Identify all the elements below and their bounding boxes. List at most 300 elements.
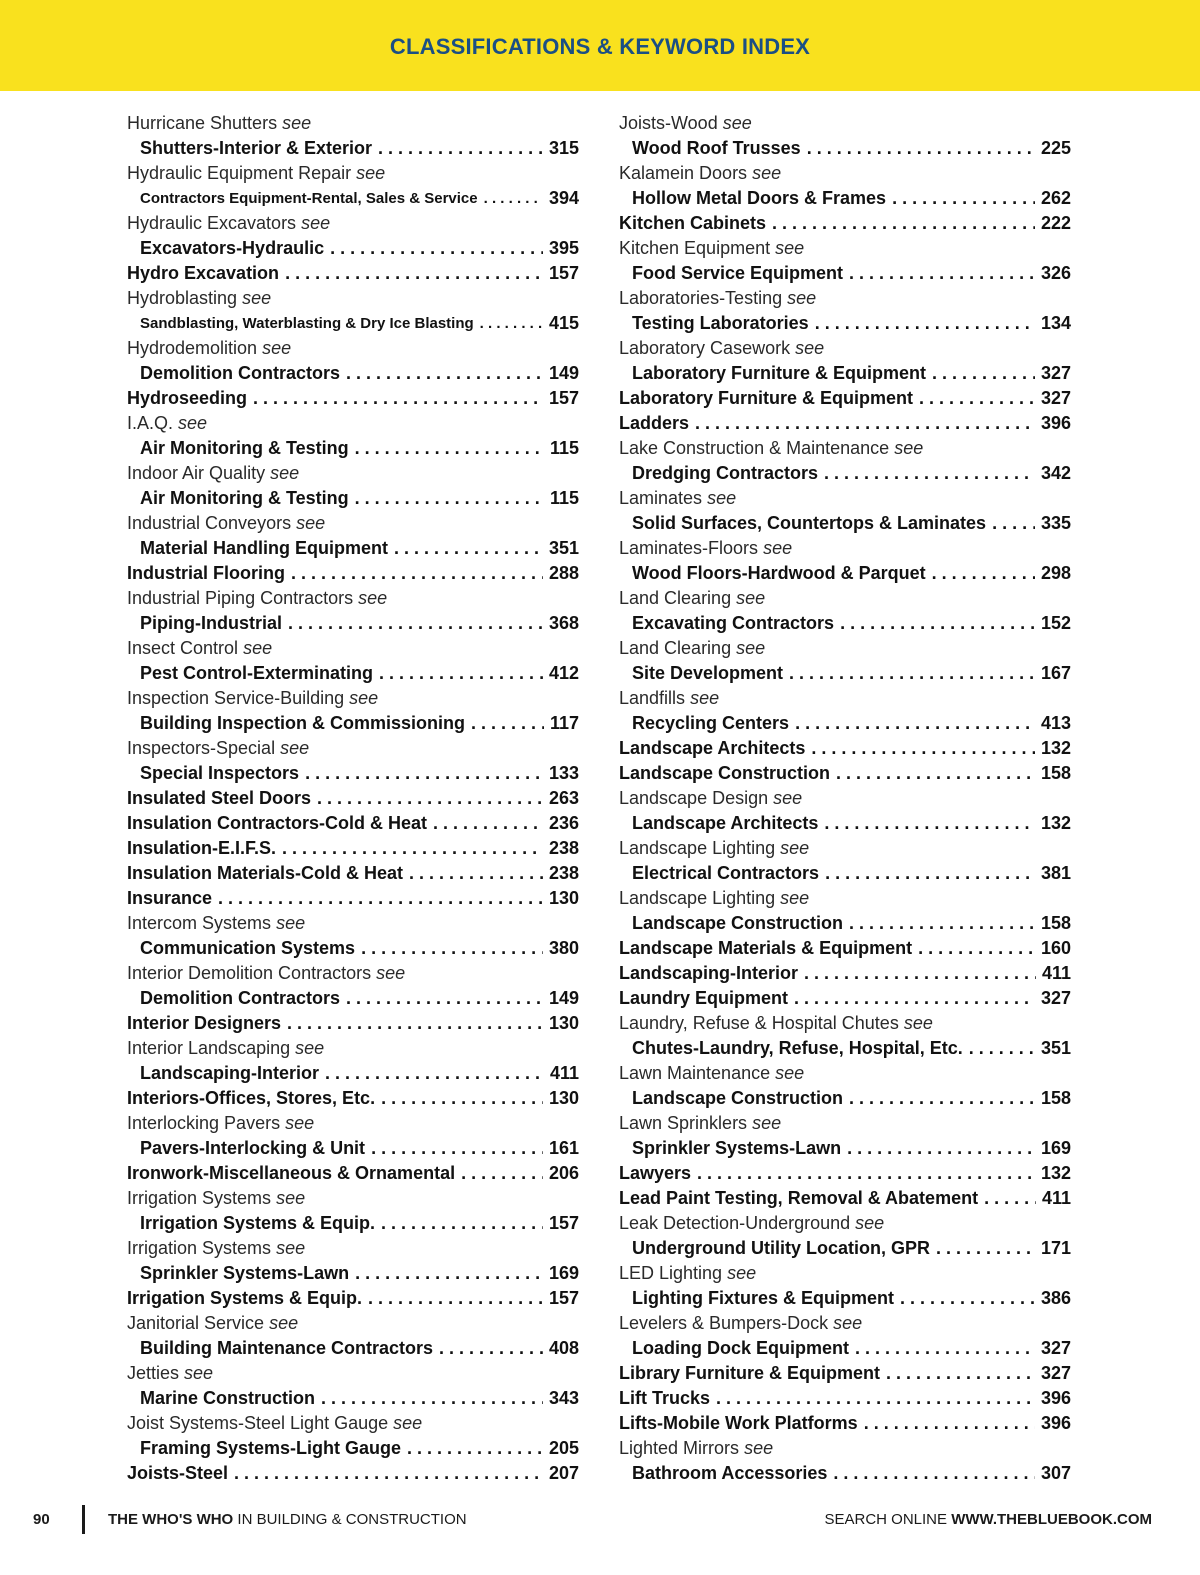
index-entry[interactable] — [127, 436, 579, 461]
index-entry[interactable] — [619, 261, 1071, 286]
dot-leader — [801, 136, 1035, 161]
keyword-label: Hydroblasting — [127, 288, 238, 308]
see-reference: see — [773, 788, 803, 808]
see-reference: see — [903, 1013, 933, 1033]
classification-label: Recycling Centers — [632, 713, 790, 733]
page-reference: 132 — [1040, 813, 1071, 833]
classification-label: Landscape Construction — [632, 913, 844, 933]
page-reference: 149 — [548, 363, 579, 383]
index-cross-reference — [127, 336, 579, 361]
classification-label: Landscaping-Interior — [140, 1063, 320, 1083]
classification-label: Kitchen Cabinets — [619, 213, 767, 233]
dot-leader — [315, 1386, 543, 1411]
page-number: 90 — [33, 1511, 50, 1528]
index-cross-reference — [619, 586, 1071, 611]
dot-leader — [276, 836, 543, 861]
index-cross-reference — [619, 1261, 1071, 1286]
index-cross-reference — [619, 336, 1071, 361]
keyword-label: Land Clearing — [619, 638, 732, 658]
keyword-label: Kitchen Equipment — [619, 238, 771, 258]
classification-label: Loading Dock Equipment — [632, 1338, 850, 1358]
index-entry[interactable] — [619, 1336, 1071, 1361]
classification-label: Joists-Steel — [127, 1463, 229, 1483]
index-cross-reference — [619, 1311, 1071, 1336]
see-reference: see — [376, 963, 406, 983]
keyword-label: Lake Construction & Maintenance — [619, 438, 890, 458]
page-reference: 130 — [548, 1013, 579, 1033]
index-entry[interactable] — [619, 1236, 1071, 1261]
index-entry[interactable] — [619, 611, 1071, 636]
index-entry[interactable] — [619, 386, 1071, 411]
see-reference: see — [276, 913, 306, 933]
index-entry[interactable] — [619, 1461, 1071, 1486]
keyword-label: Interlocking Pavers — [127, 1113, 281, 1133]
dot-leader — [340, 986, 543, 1011]
dot-leader — [324, 236, 543, 261]
classification-label: Lead Paint Testing, Removal & Abatement — [619, 1188, 979, 1208]
see-reference: see — [787, 288, 817, 308]
index-entry[interactable] — [127, 261, 579, 286]
dot-leader — [818, 811, 1035, 836]
classification-label: Interior Designers — [127, 1013, 282, 1033]
classification-label: Laboratory Furniture & Equipment — [632, 363, 927, 383]
index-entry[interactable] — [127, 711, 579, 736]
page-reference: 315 — [548, 138, 579, 158]
classification-label: Ironwork-Miscellaneous & Ornamental — [127, 1163, 456, 1183]
index-cross-reference — [619, 1061, 1071, 1086]
index-cross-reference — [619, 436, 1071, 461]
index-cross-reference — [127, 961, 579, 986]
classification-label: Marine Construction — [140, 1388, 316, 1408]
page-reference: 152 — [1040, 613, 1071, 633]
classification-label: Lighting Fixtures & Equipment — [632, 1288, 894, 1308]
index-entry[interactable] — [127, 361, 579, 386]
page-reference: 161 — [548, 1138, 579, 1158]
index-cross-reference — [127, 286, 579, 311]
keyword-label: Janitorial Service — [127, 1313, 265, 1333]
page-reference: 413 — [1040, 713, 1071, 733]
classification-label: Insulation Contractors-Cold & Heat — [127, 813, 428, 833]
see-reference: see — [269, 1313, 299, 1333]
classification-label: Sprinkler Systems-Lawn — [632, 1138, 842, 1158]
keyword-label: Joists-Wood — [619, 113, 718, 133]
see-reference: see — [301, 213, 331, 233]
classification-label: Insulated Steel Doors — [127, 788, 312, 808]
index-entry[interactable] — [127, 886, 579, 911]
classification-label: Lawyers — [619, 1163, 692, 1183]
keyword-label: Industrial Piping Contractors — [127, 588, 354, 608]
dot-leader — [319, 1061, 544, 1086]
page-reference: 394 — [548, 188, 579, 208]
index-entry[interactable] — [127, 986, 579, 1011]
classification-label: Shutters-Interior & Exterior — [140, 138, 373, 158]
see-reference: see — [855, 1213, 885, 1233]
index-entry[interactable] — [127, 786, 579, 811]
dot-leader — [373, 661, 543, 686]
classification-label: Communication Systems — [140, 938, 356, 958]
dot-leader — [978, 1186, 1036, 1211]
classification-label: Insurance — [127, 888, 213, 908]
index-entry[interactable] — [127, 236, 579, 261]
index-entry[interactable] — [127, 536, 579, 561]
dot-leader — [819, 861, 1035, 886]
classification-label: Chutes-Laundry, Refuse, Hospital, Etc. — [632, 1038, 963, 1058]
index-entry[interactable] — [619, 986, 1071, 1011]
index-entry[interactable] — [619, 1036, 1071, 1061]
see-reference: see — [349, 688, 379, 708]
dot-leader — [689, 411, 1035, 436]
page-reference: 130 — [548, 1088, 579, 1108]
index-entry[interactable] — [619, 661, 1071, 686]
see-reference: see — [775, 238, 805, 258]
page-reference: 169 — [548, 1263, 579, 1283]
index-entry[interactable] — [619, 1386, 1071, 1411]
index-cross-reference — [619, 161, 1071, 186]
classification-label: Testing Laboratories — [632, 313, 809, 333]
index-entry[interactable] — [127, 136, 579, 161]
keyword-label: Land Clearing — [619, 588, 732, 608]
classification-label: Excavating Contractors — [632, 613, 835, 633]
index-entry[interactable] — [127, 861, 579, 886]
classification-label: Dredging Contractors — [632, 463, 819, 483]
index-entry[interactable] — [127, 1086, 579, 1111]
index-entry[interactable] — [127, 1136, 579, 1161]
dot-leader — [805, 736, 1035, 761]
page-reference: 396 — [1040, 413, 1071, 433]
see-reference: see — [736, 638, 766, 658]
page-reference: 157 — [548, 1213, 579, 1233]
index-entry[interactable] — [127, 1261, 579, 1286]
index-entry[interactable] — [127, 1336, 579, 1361]
index-entry[interactable] — [127, 761, 579, 786]
classification-label: Air Monitoring & Testing — [140, 488, 349, 508]
page-reference: 415 — [548, 313, 579, 333]
see-reference: see — [282, 113, 312, 133]
page-reference: 157 — [548, 263, 579, 283]
dot-leader — [843, 1086, 1035, 1111]
keyword-label: Hydrodemolition — [127, 338, 258, 358]
index-entry[interactable] — [619, 1361, 1071, 1386]
index-entry[interactable] — [619, 511, 1071, 536]
index-cross-reference — [127, 1111, 579, 1136]
index-entry[interactable] — [127, 1211, 579, 1236]
keyword-label: Jetties — [127, 1363, 180, 1383]
dot-leader — [986, 511, 1035, 536]
index-entry[interactable] — [127, 836, 579, 861]
search-online-link[interactable] — [824, 1511, 1152, 1528]
keyword-label: I.A.Q. — [127, 413, 174, 433]
dot-leader — [433, 1336, 543, 1361]
keyword-label: Leak Detection-Underground — [619, 1213, 851, 1233]
keyword-label: Irrigation Systems — [127, 1238, 272, 1258]
index-entry[interactable] — [127, 1461, 579, 1486]
keyword-label: Laminates — [619, 488, 703, 508]
page-reference: 115 — [549, 488, 579, 508]
keyword-label: Laboratories-Testing — [619, 288, 783, 308]
page-reference: 298 — [1040, 563, 1071, 583]
keyword-label: Landscape Lighting — [619, 888, 776, 908]
see-reference: see — [276, 1188, 306, 1208]
dot-leader — [789, 711, 1035, 736]
classification-label: Hollow Metal Doors & Frames — [632, 188, 887, 208]
classification-label: Solid Surfaces, Countertops & Laminates — [632, 513, 987, 533]
index-entry[interactable] — [619, 461, 1071, 486]
page-reference: 412 — [548, 663, 579, 683]
page-reference: 132 — [1040, 738, 1071, 758]
index-entry[interactable] — [619, 186, 1071, 211]
index-entry[interactable] — [127, 1386, 579, 1411]
dot-leader — [827, 1461, 1035, 1486]
classification-label: Air Monitoring & Testing — [140, 438, 349, 458]
dot-leader — [858, 1411, 1035, 1436]
dot-leader — [365, 1136, 543, 1161]
page-reference: 205 — [548, 1438, 579, 1458]
page-reference: 342 — [1040, 463, 1071, 483]
index-entry[interactable] — [127, 1011, 579, 1036]
page-reference: 326 — [1040, 263, 1071, 283]
index-entry[interactable] — [127, 311, 579, 336]
classification-label: Hydro Excavation — [127, 263, 280, 283]
see-reference: see — [270, 463, 300, 483]
page-reference: 157 — [548, 1288, 579, 1308]
classification-label: Landscaping-Interior — [619, 963, 799, 983]
index-entry[interactable] — [127, 486, 579, 511]
index-cross-reference — [127, 586, 579, 611]
index-entry[interactable] — [619, 1161, 1071, 1186]
see-reference: see — [356, 163, 386, 183]
keyword-label: Intercom Systems — [127, 913, 272, 933]
index-entry[interactable] — [619, 1411, 1071, 1436]
dot-leader — [849, 1336, 1035, 1361]
page-reference: 380 — [548, 938, 579, 958]
dot-leader — [228, 1461, 543, 1486]
keyword-label: LED Lighting — [619, 1263, 723, 1283]
index-entry[interactable] — [619, 861, 1071, 886]
index-entry[interactable] — [619, 736, 1071, 761]
classification-label: Lifts-Mobile Work Platforms — [619, 1413, 858, 1433]
page-reference: 343 — [548, 1388, 579, 1408]
keyword-label: Landscape Lighting — [619, 838, 776, 858]
index-cross-reference — [619, 536, 1071, 561]
keyword-label: Lighted Mirrors — [619, 1438, 740, 1458]
classification-label: Insulation-E.I.F.S. — [127, 838, 277, 858]
keyword-label: Inspection Service-Building — [127, 688, 345, 708]
keyword-label: Hydraulic Equipment Repair — [127, 163, 352, 183]
classification-label: Electrical Contractors — [632, 863, 820, 883]
index-cross-reference — [127, 736, 579, 761]
search-prefix: SEARCH ONLINE — [824, 1511, 948, 1528]
keyword-label: Inspectors-Special — [127, 738, 276, 758]
page-reference: 149 — [548, 988, 579, 1008]
index-column-left — [127, 111, 579, 1486]
page-reference: 386 — [1040, 1288, 1071, 1308]
page-reference: 408 — [548, 1338, 579, 1358]
index-entry[interactable] — [127, 936, 579, 961]
publication-name-bold: THE WHO'S WHO — [108, 1511, 234, 1528]
keyword-label: Laundry, Refuse & Hospital Chutes — [619, 1013, 899, 1033]
index-cross-reference — [127, 686, 579, 711]
index-entry[interactable] — [127, 1161, 579, 1186]
index-entry[interactable] — [127, 661, 579, 686]
classification-label: Framing Systems-Light Gauge — [140, 1438, 402, 1458]
page-reference: 171 — [1040, 1238, 1071, 1258]
index-entry[interactable] — [619, 711, 1071, 736]
index-entry[interactable] — [127, 1061, 579, 1086]
see-reference: see — [833, 1313, 863, 1333]
dot-leader — [912, 936, 1035, 961]
index-entry[interactable] — [619, 561, 1071, 586]
see-reference: see — [752, 1113, 782, 1133]
dot-leader — [710, 1386, 1035, 1411]
index-entry[interactable] — [619, 1136, 1071, 1161]
index-entry[interactable] — [127, 386, 579, 411]
keyword-label: Hydraulic Excavators — [127, 213, 297, 233]
page-reference: 115 — [549, 438, 579, 458]
page-reference: 395 — [548, 238, 579, 258]
index-column-right — [619, 111, 1071, 1486]
see-reference: see — [894, 438, 924, 458]
index-entry[interactable] — [127, 1286, 579, 1311]
see-reference: see — [690, 688, 720, 708]
classification-label: Underground Utility Location, GPR — [632, 1238, 930, 1258]
index-entry[interactable] — [619, 1086, 1071, 1111]
index-entry[interactable] — [619, 811, 1071, 836]
index-entry[interactable] — [619, 411, 1071, 436]
dot-leader — [401, 1436, 543, 1461]
dot-leader — [465, 711, 544, 736]
keyword-label: Indoor Air Quality — [127, 463, 266, 483]
see-reference: see — [276, 1238, 306, 1258]
page-reference: 207 — [548, 1463, 579, 1483]
keyword-label: Industrial Conveyors — [127, 513, 292, 533]
see-reference: see — [242, 288, 272, 308]
classification-label: Landscape Architects — [632, 813, 819, 833]
dot-leader — [340, 361, 543, 386]
dot-leader — [766, 211, 1035, 236]
page-reference: 160 — [1040, 938, 1071, 958]
see-reference: see — [727, 1263, 757, 1283]
dot-leader — [818, 461, 1035, 486]
classification-label: Food Service Equipment — [632, 263, 844, 283]
keyword-label: Interior Demolition Contractors — [127, 963, 372, 983]
index-cross-reference — [619, 886, 1071, 911]
page-reference: 381 — [1040, 863, 1071, 883]
dot-leader — [880, 1361, 1035, 1386]
classification-label: Piping-Industrial — [140, 613, 282, 633]
index-entry[interactable] — [127, 811, 579, 836]
index-entry[interactable] — [619, 211, 1071, 236]
index-entry[interactable] — [127, 1436, 579, 1461]
dot-leader — [349, 486, 544, 511]
dot-leader — [375, 1211, 543, 1236]
see-reference: see — [280, 738, 310, 758]
see-reference: see — [285, 1113, 315, 1133]
index-cross-reference — [127, 1311, 579, 1336]
index-cross-reference — [619, 836, 1071, 861]
dot-leader — [247, 386, 543, 411]
index-entry[interactable] — [619, 961, 1071, 986]
index-entry[interactable] — [127, 611, 579, 636]
dot-leader — [798, 961, 1036, 986]
index-entry[interactable] — [127, 186, 579, 211]
index-entry[interactable] — [619, 1186, 1071, 1211]
index-entry[interactable] — [619, 936, 1071, 961]
classification-label: Ladders — [619, 413, 690, 433]
page-reference: 368 — [548, 613, 579, 633]
keyword-label: Levelers & Bumpers-Dock — [619, 1313, 829, 1333]
classification-label: Pavers-Interlocking & Unit — [140, 1138, 366, 1158]
footer-divider — [82, 1505, 85, 1534]
dot-leader — [282, 611, 543, 636]
see-reference: see — [184, 1363, 214, 1383]
classification-label: Laboratory Furniture & Equipment — [619, 388, 914, 408]
dot-leader — [783, 661, 1035, 686]
dot-leader — [809, 311, 1035, 336]
page-reference: 133 — [548, 763, 579, 783]
page-reference: 158 — [1040, 1088, 1071, 1108]
classification-label: Irrigation Systems & Equip. — [127, 1288, 363, 1308]
see-reference: see — [780, 888, 810, 908]
index-entry[interactable] — [619, 311, 1071, 336]
index-cross-reference — [619, 1111, 1071, 1136]
index-entry[interactable] — [619, 136, 1071, 161]
index-cross-reference — [127, 161, 579, 186]
keyword-label: Laboratory Casework — [619, 338, 791, 358]
see-reference: see — [736, 588, 766, 608]
classification-label: Library Furniture & Equipment — [619, 1363, 881, 1383]
dot-leader — [403, 861, 543, 886]
see-reference: see — [707, 488, 737, 508]
index-cross-reference — [127, 211, 579, 236]
index-entry[interactable] — [619, 911, 1071, 936]
dot-leader — [299, 761, 543, 786]
classification-label: Wood Floors-Hardwood & Parquet — [632, 563, 926, 583]
see-reference: see — [243, 638, 273, 658]
classification-label: Building Inspection & Commissioning — [140, 713, 466, 733]
page-reference: 238 — [548, 863, 579, 883]
dot-leader — [843, 911, 1035, 936]
see-reference: see — [744, 1438, 774, 1458]
index-cross-reference — [619, 686, 1071, 711]
dot-leader — [830, 761, 1035, 786]
classification-label: Bathroom Accessories — [632, 1463, 828, 1483]
classification-label: Landscape Materials & Equipment — [619, 938, 913, 958]
page-reference: 351 — [548, 538, 579, 558]
classification-label: Interiors-Offices, Stores, Etc. — [127, 1088, 376, 1108]
keyword-label: Hurricane Shutters — [127, 113, 278, 133]
page-reference: 307 — [1040, 1463, 1071, 1483]
classification-label: Contractors Equipment-Rental, Sales & Service — [140, 190, 478, 207]
see-reference: see — [795, 338, 825, 358]
publication-name — [108, 1511, 467, 1528]
page-reference: 411 — [549, 1063, 579, 1083]
website-url: WWW.THEBLUEBOOK.COM — [951, 1511, 1152, 1528]
page-reference: 288 — [548, 563, 579, 583]
see-reference: see — [393, 1413, 423, 1433]
classification-label: Hydroseeding — [127, 388, 248, 408]
index-cross-reference — [127, 636, 579, 661]
classification-label: Industrial Flooring — [127, 563, 285, 583]
index-entry[interactable] — [619, 761, 1071, 786]
dot-leader — [455, 1161, 543, 1186]
index-entry[interactable] — [127, 561, 579, 586]
index-cross-reference — [127, 411, 579, 436]
see-reference: see — [296, 513, 326, 533]
dot-leader — [788, 986, 1035, 1011]
index-cross-reference — [619, 1211, 1071, 1236]
index-entry[interactable] — [619, 1286, 1071, 1311]
index-entry[interactable] — [619, 361, 1071, 386]
